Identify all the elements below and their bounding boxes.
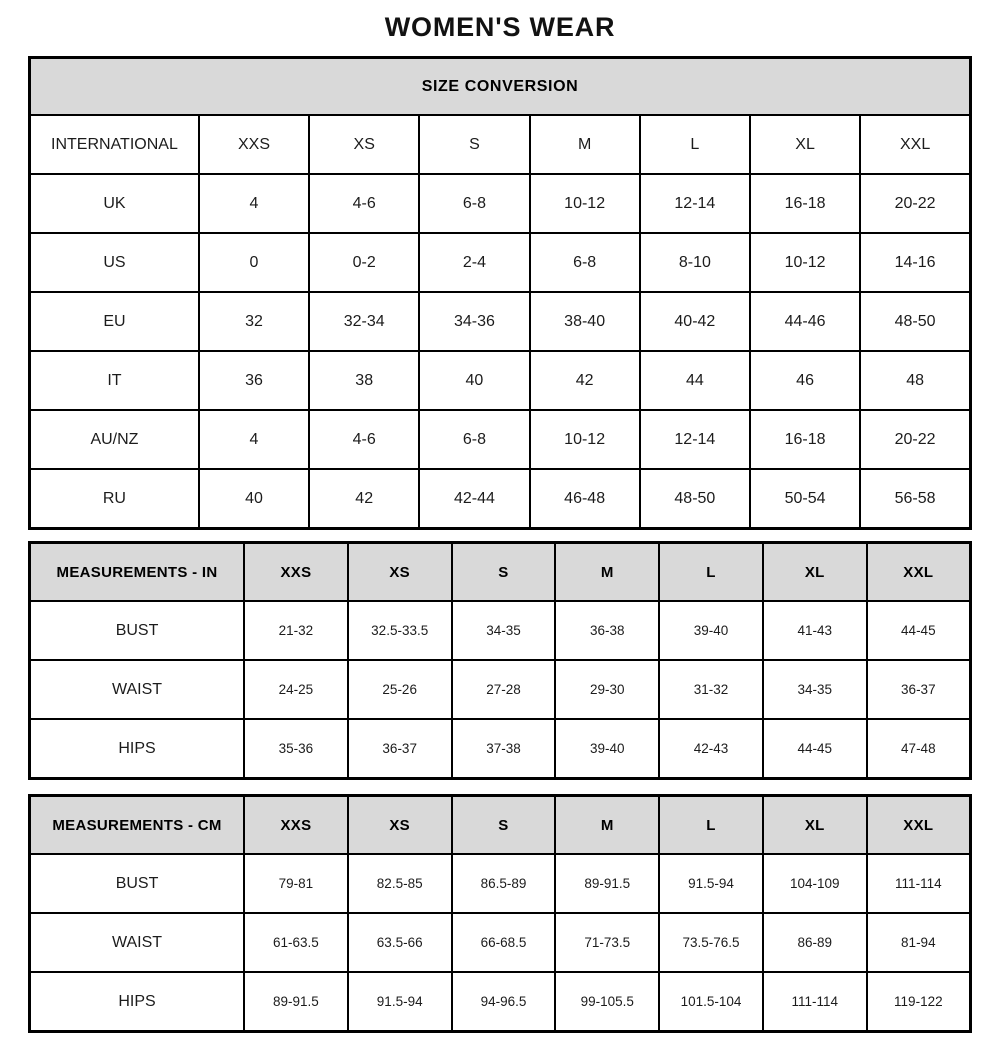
measurement-cell: 82.5-85 [348, 854, 452, 913]
size-cell: 46-48 [530, 469, 640, 529]
size-cell: 12-14 [640, 410, 750, 469]
measurement-cell: 91.5-94 [659, 854, 763, 913]
measurement-cell: 31-32 [659, 660, 763, 719]
row-label-us: US [30, 233, 199, 292]
size-cell: 40 [419, 351, 529, 410]
size-cell: 2-4 [419, 233, 529, 292]
measurement-cell: 39-40 [555, 719, 659, 779]
col-header-xxs: XXS [244, 796, 348, 855]
size-cell: 14-16 [860, 233, 970, 292]
size-conversion-table [28, 56, 972, 530]
col-header-xxs: XXS [199, 115, 309, 174]
measurement-cell: 36-37 [867, 660, 971, 719]
col-header-m: M [555, 796, 659, 855]
size-cell: 16-18 [750, 410, 860, 469]
size-cell: 44-46 [750, 292, 860, 351]
measurement-cell: 104-109 [763, 854, 867, 913]
row-label-waist: WAIST [30, 913, 245, 972]
size-cell: 48 [860, 351, 970, 410]
measurement-cell: 39-40 [659, 601, 763, 660]
size-cell: 42 [530, 351, 640, 410]
table-row-waist-in [30, 660, 971, 719]
col-header-xs: XS [348, 543, 452, 602]
size-cell: 10-12 [530, 410, 640, 469]
measurement-cell: 37-38 [452, 719, 556, 779]
measurement-cell: 47-48 [867, 719, 971, 779]
measurement-cell: 35-36 [244, 719, 348, 779]
measurement-cell: 32.5-33.5 [348, 601, 452, 660]
table-row-waist-cm [30, 913, 971, 972]
measurement-cell: 25-26 [348, 660, 452, 719]
measurement-cell: 36-37 [348, 719, 452, 779]
size-cell: 48-50 [860, 292, 970, 351]
table-row-bust-in [30, 601, 971, 660]
measurement-cell: 81-94 [867, 913, 971, 972]
size-cell: 32 [199, 292, 309, 351]
measurements-cm-header: MEASUREMENTS - CM [30, 796, 245, 855]
size-cell: 48-50 [640, 469, 750, 529]
size-conversion-banner: SIZE CONVERSION [30, 58, 971, 116]
measurement-cell: 86.5-89 [452, 854, 556, 913]
measurement-cell: 89-91.5 [555, 854, 659, 913]
table-row-hips-cm [30, 972, 971, 1032]
size-cell: 50-54 [750, 469, 860, 529]
measurement-cell: 44-45 [867, 601, 971, 660]
col-header-international: INTERNATIONAL [30, 115, 199, 174]
measurement-cell: 79-81 [244, 854, 348, 913]
measurement-cell: 99-105.5 [555, 972, 659, 1032]
measurement-cell: 29-30 [555, 660, 659, 719]
table-row-it [30, 351, 971, 410]
size-cell: 20-22 [860, 410, 970, 469]
size-cell: 38 [309, 351, 419, 410]
col-header-m: M [555, 543, 659, 602]
measurement-cell: 36-38 [555, 601, 659, 660]
size-cell: 4 [199, 174, 309, 233]
size-cell: 16-18 [750, 174, 860, 233]
size-cell: 34-36 [419, 292, 529, 351]
table-row-bust-cm [30, 854, 971, 913]
size-cell: 10-12 [530, 174, 640, 233]
measurement-cell: 91.5-94 [348, 972, 452, 1032]
measurement-cell: 111-114 [763, 972, 867, 1032]
row-label-aunz: AU/NZ [30, 410, 199, 469]
measurement-cell: 63.5-66 [348, 913, 452, 972]
table-row-eu [30, 292, 971, 351]
measurement-cell: 27-28 [452, 660, 556, 719]
table-row-aunz [30, 410, 971, 469]
table-row-hips-in [30, 719, 971, 779]
measurement-cell: 94-96.5 [452, 972, 556, 1032]
measurements-cm-table [28, 794, 972, 1033]
measurement-cell: 119-122 [867, 972, 971, 1032]
measurement-cell: 61-63.5 [244, 913, 348, 972]
row-label-bust: BUST [30, 854, 245, 913]
measurements-in-header: MEASUREMENTS - IN [30, 543, 245, 602]
table-row-us [30, 233, 971, 292]
size-cell: 36 [199, 351, 309, 410]
measurement-cell: 34-35 [452, 601, 556, 660]
size-cell: 6-8 [419, 174, 529, 233]
measurement-cell: 89-91.5 [244, 972, 348, 1032]
size-cell: 4 [199, 410, 309, 469]
measurement-cell: 34-35 [763, 660, 867, 719]
row-label-hips: HIPS [30, 719, 245, 779]
col-header-l: L [659, 796, 763, 855]
measurement-cell: 111-114 [867, 854, 971, 913]
measurement-cell: 66-68.5 [452, 913, 556, 972]
col-header-s: S [419, 115, 529, 174]
size-cell: 44 [640, 351, 750, 410]
row-label-eu: EU [30, 292, 199, 351]
table-row-ru [30, 469, 971, 529]
size-cell: 46 [750, 351, 860, 410]
measurement-cell: 24-25 [244, 660, 348, 719]
size-cell: 4-6 [309, 410, 419, 469]
row-label-it: IT [30, 351, 199, 410]
col-header-l: L [659, 543, 763, 602]
size-cell: 0 [199, 233, 309, 292]
measurement-cell: 71-73.5 [555, 913, 659, 972]
row-label-bust: BUST [30, 601, 245, 660]
col-header-xxl: XXL [860, 115, 970, 174]
measurement-cell: 86-89 [763, 913, 867, 972]
size-cell: 38-40 [530, 292, 640, 351]
col-header-xxl: XXL [867, 543, 971, 602]
row-label-uk: UK [30, 174, 199, 233]
size-cell: 4-6 [309, 174, 419, 233]
size-cell: 0-2 [309, 233, 419, 292]
measurement-cell: 42-43 [659, 719, 763, 779]
col-header-l: L [640, 115, 750, 174]
measurement-cell: 101.5-104 [659, 972, 763, 1032]
size-cell: 40-42 [640, 292, 750, 351]
row-label-waist: WAIST [30, 660, 245, 719]
size-cell: 20-22 [860, 174, 970, 233]
col-header-xxs: XXS [244, 543, 348, 602]
col-header-xl: XL [763, 796, 867, 855]
measurement-cell: 73.5-76.5 [659, 913, 763, 972]
page-title: WOMEN'S WEAR [384, 12, 616, 42]
size-cell: 10-12 [750, 233, 860, 292]
size-cell: 12-14 [640, 174, 750, 233]
size-cell: 6-8 [419, 410, 529, 469]
col-header-s: S [452, 796, 556, 855]
row-label-hips: HIPS [30, 972, 245, 1032]
measurements-in-table [28, 541, 972, 780]
col-header-xl: XL [763, 543, 867, 602]
row-label-ru: RU [30, 469, 199, 529]
size-cell: 56-58 [860, 469, 970, 529]
col-header-xxl: XXL [867, 796, 971, 855]
measurement-cell: 44-45 [763, 719, 867, 779]
measurement-cell: 21-32 [244, 601, 348, 660]
col-header-xl: XL [750, 115, 860, 174]
col-header-m: M [530, 115, 640, 174]
col-header-s: S [452, 543, 556, 602]
col-header-xs: XS [309, 115, 419, 174]
size-cell: 42 [309, 469, 419, 529]
size-cell: 8-10 [640, 233, 750, 292]
measurement-cell: 41-43 [763, 601, 867, 660]
table-row-uk [30, 174, 971, 233]
col-header-xs: XS [348, 796, 452, 855]
size-cell: 6-8 [530, 233, 640, 292]
size-cell: 32-34 [309, 292, 419, 351]
size-cell: 42-44 [419, 469, 529, 529]
size-cell: 40 [199, 469, 309, 529]
